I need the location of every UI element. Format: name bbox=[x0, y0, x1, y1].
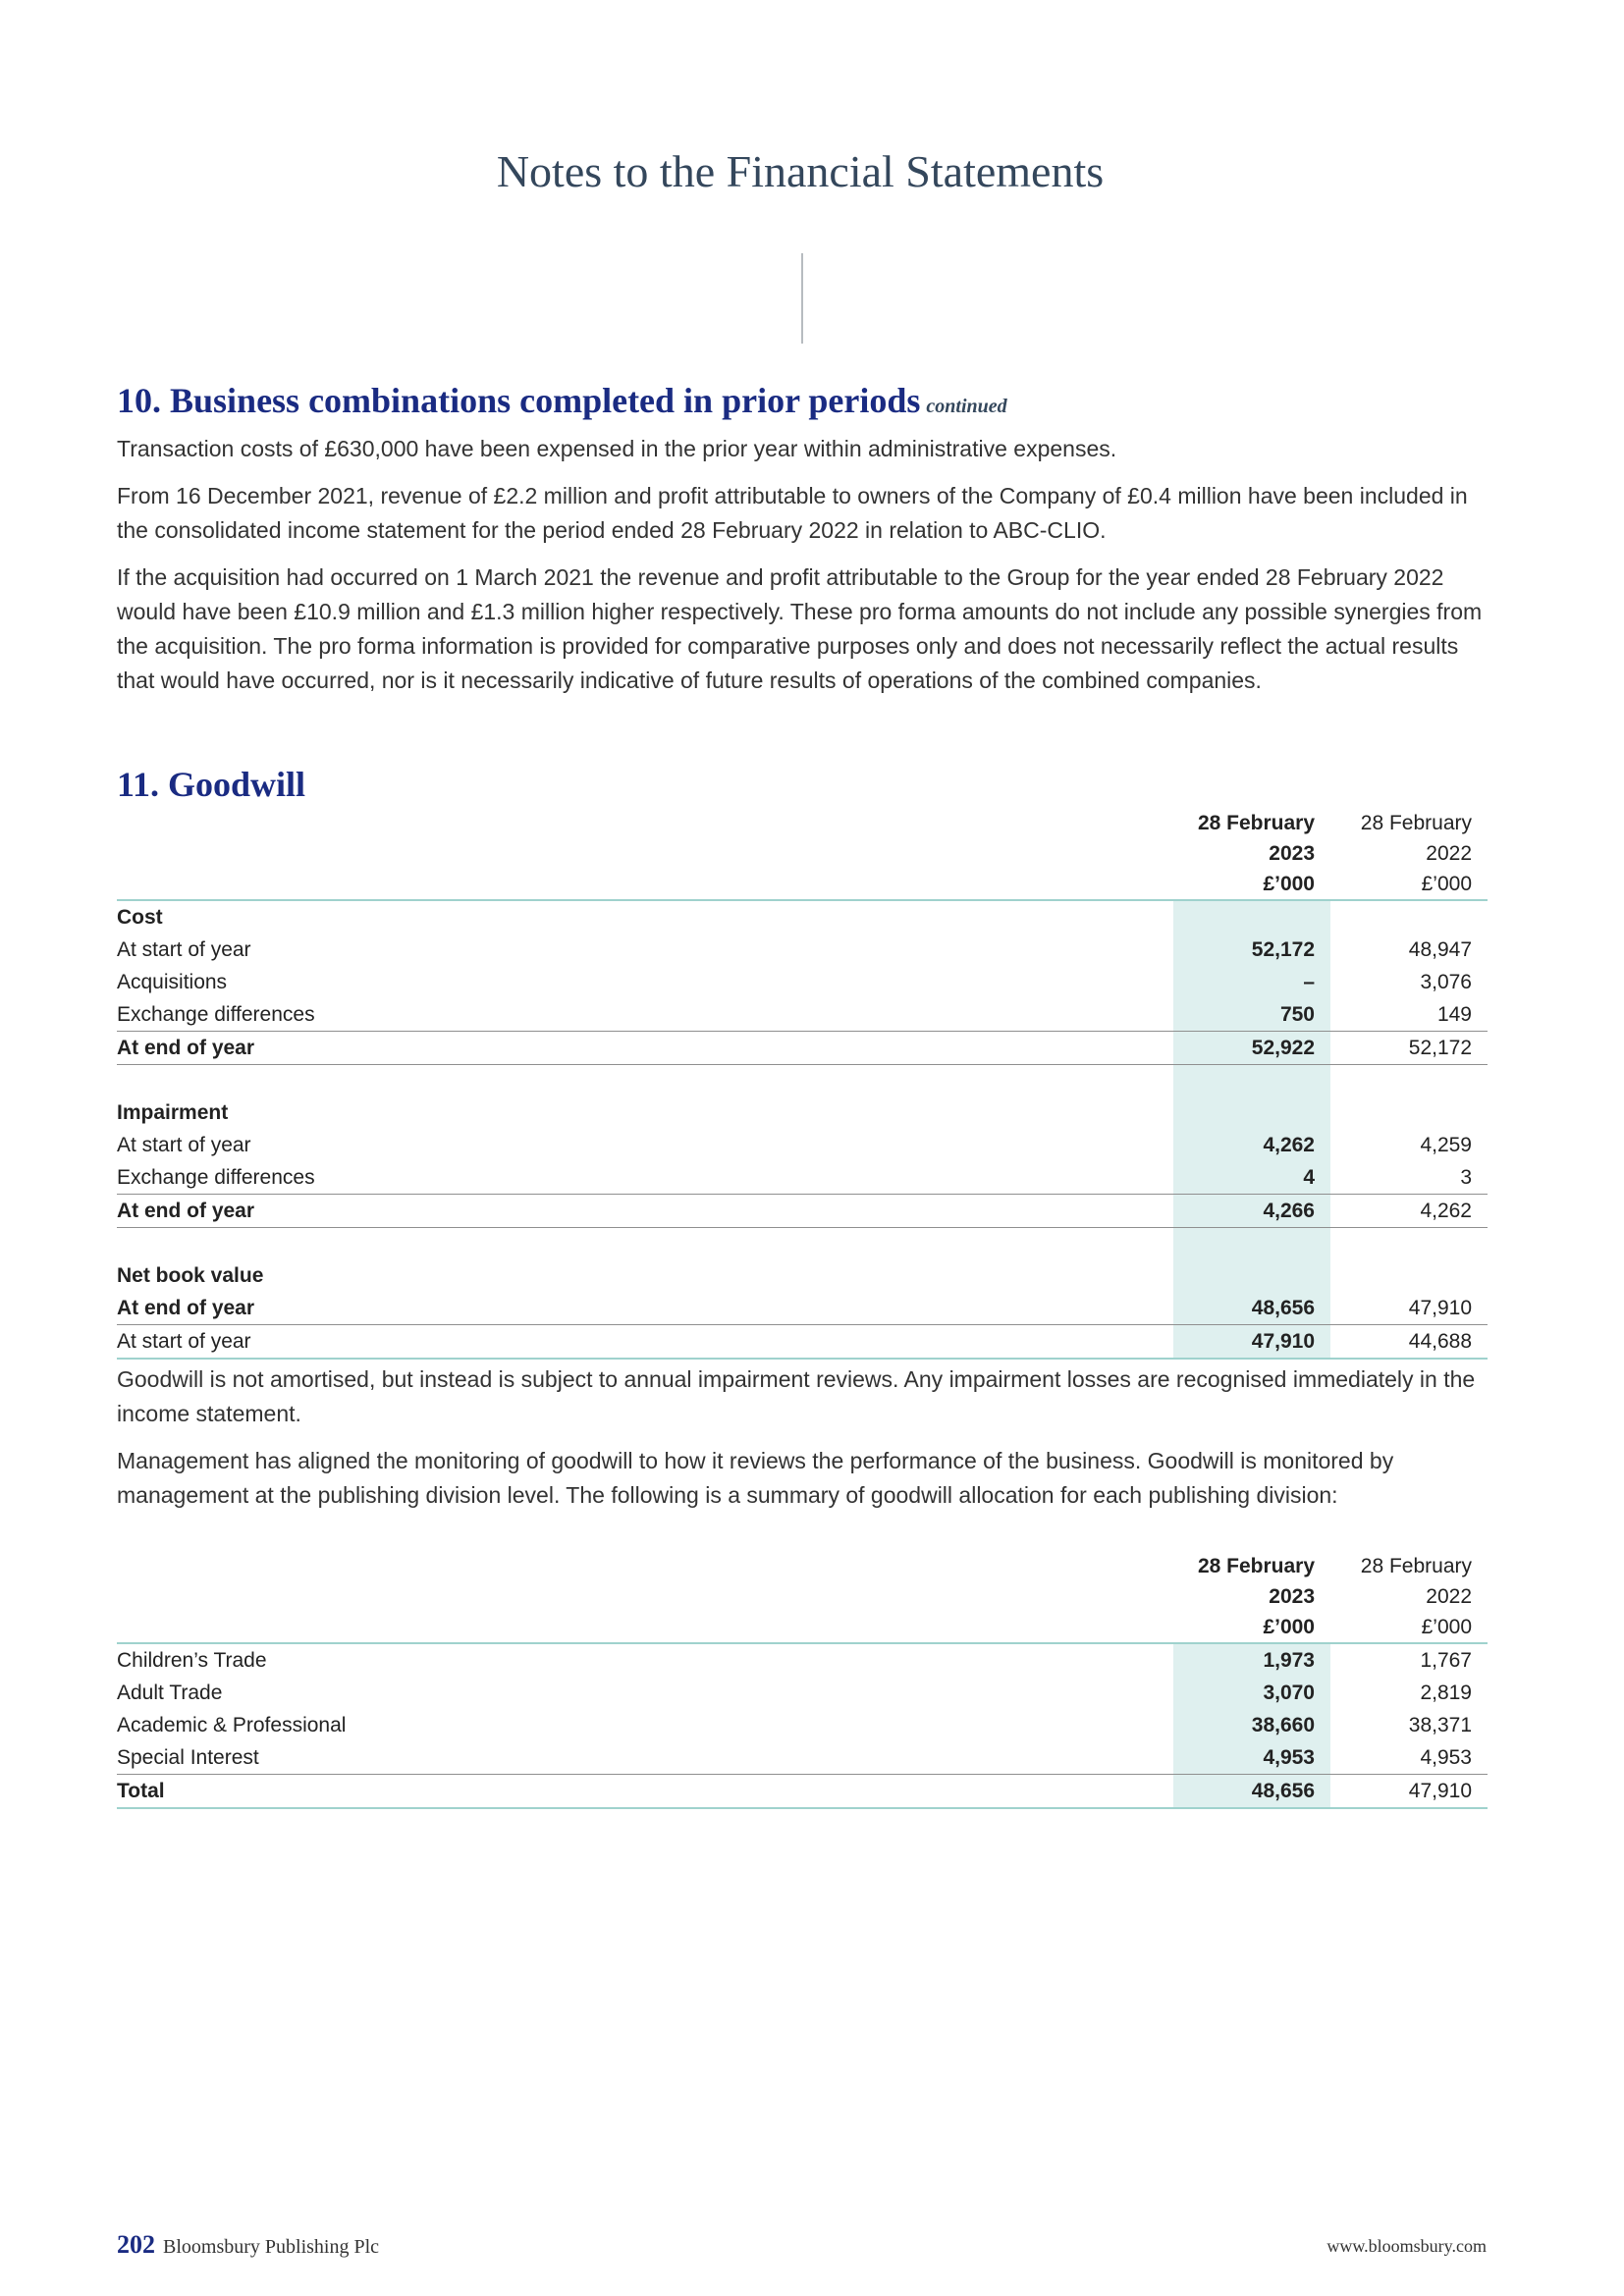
col-header-2023: 28 February bbox=[1197, 812, 1315, 834]
section-10 bbox=[117, 379, 1488, 698]
total-row bbox=[117, 1775, 1488, 1809]
table-header-row bbox=[117, 808, 1488, 838]
col-header-2023-year: 2023 bbox=[1269, 842, 1315, 865]
value-2023: 48,656 bbox=[1173, 1775, 1330, 1809]
row-label: Acquisitions bbox=[117, 971, 228, 993]
value-2022: 48,947 bbox=[1408, 938, 1472, 961]
goodwill-allocation-table bbox=[117, 1551, 1488, 1809]
value-2023: 47,910 bbox=[1173, 1325, 1330, 1360]
row-label: At end of year bbox=[117, 1195, 1173, 1228]
table-row bbox=[117, 1129, 1488, 1161]
row-label: Special Interest bbox=[117, 1741, 1173, 1775]
goodwill-notes bbox=[117, 1362, 1488, 1513]
value-2022: 3,076 bbox=[1420, 971, 1472, 993]
impairment-label: Impairment bbox=[117, 1101, 229, 1124]
table-row bbox=[117, 1677, 1488, 1709]
footer-website: www.bloomsbury.com bbox=[1326, 2236, 1487, 2256]
spacer-row bbox=[117, 1228, 1488, 1260]
value-2023: 1,973 bbox=[1173, 1643, 1330, 1677]
table-header-row bbox=[117, 1612, 1488, 1643]
row-label: At end of year bbox=[117, 1292, 1173, 1325]
row-label: At start of year bbox=[117, 1134, 251, 1156]
value-2022: 149 bbox=[1330, 998, 1488, 1032]
value-2022: 1,767 bbox=[1420, 1649, 1472, 1672]
value-2022: 47,910 bbox=[1330, 1775, 1488, 1809]
table-row bbox=[117, 1292, 1488, 1325]
value-2023: 52,922 bbox=[1173, 1032, 1330, 1065]
value-2022: 4,953 bbox=[1330, 1741, 1488, 1775]
table-header-row bbox=[117, 1551, 1488, 1581]
goodwill-paragraph-2: Management has aligned the monitoring of goodwill to how it reviews the performance of the business. Goodwill is monitored by management at the publishing division level. The following is a summary of goodwill allocation for each publishing division: bbox=[117, 1448, 1394, 1508]
col-header-2022-unit: £’000 bbox=[1330, 869, 1488, 900]
row-label: Exchange differences bbox=[117, 1161, 1173, 1195]
col-header-2022-year: 2022 bbox=[1426, 842, 1472, 865]
value-2023: 52,172 bbox=[1173, 934, 1330, 966]
col-header-2022-year: 2022 bbox=[1426, 1585, 1472, 1608]
section-10-heading bbox=[117, 379, 1488, 428]
row-label: Children’s Trade bbox=[117, 1649, 267, 1672]
value-2022: 3 bbox=[1330, 1161, 1488, 1195]
section-11-heading: 11. Goodwill bbox=[117, 765, 306, 804]
value-2023: 48,656 bbox=[1173, 1292, 1330, 1325]
section-10-paragraph-1: Transaction costs of £630,000 have been expensed in the prior year within administrative expenses. bbox=[117, 436, 1117, 461]
value-2022: 4,262 bbox=[1330, 1195, 1488, 1228]
table-header-row bbox=[117, 838, 1488, 869]
value-2023: 4,953 bbox=[1173, 1741, 1330, 1775]
company-name: Bloomsbury Publishing Plc bbox=[163, 2236, 380, 2258]
value-2022: 38,371 bbox=[1408, 1714, 1472, 1736]
section-11 bbox=[117, 763, 1488, 806]
value-2022: 2,819 bbox=[1420, 1682, 1472, 1704]
col-header-2022: 28 February bbox=[1360, 812, 1472, 834]
row-label: At end of year bbox=[117, 1032, 1173, 1065]
impairment-heading-row bbox=[117, 1096, 1488, 1129]
nbv-label: Net book value bbox=[117, 1264, 264, 1287]
value-2022: 52,172 bbox=[1330, 1032, 1488, 1065]
row-label: Exchange differences bbox=[117, 998, 1173, 1032]
goodwill-paragraph-1: Goodwill is not amortised, but instead is subject to annual impairment reviews. Any impairment losses are recognised immediately in the income statement. bbox=[117, 1366, 1476, 1426]
cost-heading-row bbox=[117, 900, 1488, 934]
goodwill-table bbox=[117, 808, 1488, 1360]
value-2023: 750 bbox=[1173, 998, 1330, 1032]
value-2023: 4 bbox=[1173, 1161, 1330, 1195]
page-title: Notes to the Financial Statements bbox=[496, 146, 1105, 196]
value-2023: 38,660 bbox=[1173, 1709, 1330, 1741]
row-label: At start of year bbox=[117, 1325, 1173, 1360]
table-row bbox=[117, 1709, 1488, 1741]
cost-label: Cost bbox=[117, 906, 163, 929]
value-2023: – bbox=[1173, 966, 1330, 998]
total-row bbox=[117, 1195, 1488, 1228]
table-row bbox=[117, 1325, 1488, 1360]
value-2022: 44,688 bbox=[1330, 1325, 1488, 1360]
total-row bbox=[117, 1032, 1488, 1065]
title-divider bbox=[801, 253, 803, 344]
col-header-2022: 28 February bbox=[1360, 1555, 1472, 1577]
col-header-2023-year: 2023 bbox=[1269, 1585, 1315, 1608]
row-label: Adult Trade bbox=[117, 1682, 223, 1704]
col-header-2023: 28 February bbox=[1197, 1555, 1315, 1577]
spacer-row bbox=[117, 1065, 1488, 1097]
table-header-row bbox=[117, 869, 1488, 900]
table-row bbox=[117, 1643, 1488, 1677]
section-10-paragraph-2: From 16 December 2021, revenue of £2.2 million and profit attributable to owners of the Company of £0.4 million have been included in the consolidated income statement for the period ended 28 February 2022 in relation to ABC-CLIO. bbox=[117, 483, 1468, 543]
row-label: At start of year bbox=[117, 938, 251, 961]
continued-label: continued bbox=[926, 396, 1007, 417]
footer-left bbox=[117, 2230, 379, 2260]
table-header-row bbox=[117, 1581, 1488, 1612]
table-row bbox=[117, 1161, 1488, 1195]
value-2023: 3,070 bbox=[1173, 1677, 1330, 1709]
table-row bbox=[117, 934, 1488, 966]
table-row bbox=[117, 998, 1488, 1032]
col-header-2023-unit: £’000 bbox=[1173, 869, 1330, 900]
table-row bbox=[117, 1741, 1488, 1775]
value-2023: 4,266 bbox=[1173, 1195, 1330, 1228]
table-row bbox=[117, 966, 1488, 998]
section-10-paragraph-3: If the acquisition had occurred on 1 March 2021 the revenue and profit attributable to the Group for the year ended 28 February 2022 would have been £10.9 million and £1.3 million higher respectively. These pro forma amounts do not include any possible synergies from the acquisition. The pro forma information is provided for comparative purposes only and does not necessarily reflect the actual results that would have occurred, nor is it necessarily indicative of future results of operations of the combined companies. bbox=[117, 564, 1483, 693]
col-header-2022-unit: £’000 bbox=[1330, 1612, 1488, 1643]
col-header-2023-unit: £’000 bbox=[1173, 1612, 1330, 1643]
value-2023: 4,262 bbox=[1173, 1129, 1330, 1161]
row-label: Total bbox=[117, 1775, 1173, 1809]
page-number: 202 bbox=[117, 2230, 155, 2259]
row-label: Academic & Professional bbox=[117, 1714, 347, 1736]
nbv-heading-row bbox=[117, 1259, 1488, 1292]
value-2022: 47,910 bbox=[1330, 1292, 1488, 1325]
section-10-heading-text: 10. Business combinations completed in prior periods bbox=[117, 381, 921, 420]
value-2022: 4,259 bbox=[1420, 1134, 1472, 1156]
